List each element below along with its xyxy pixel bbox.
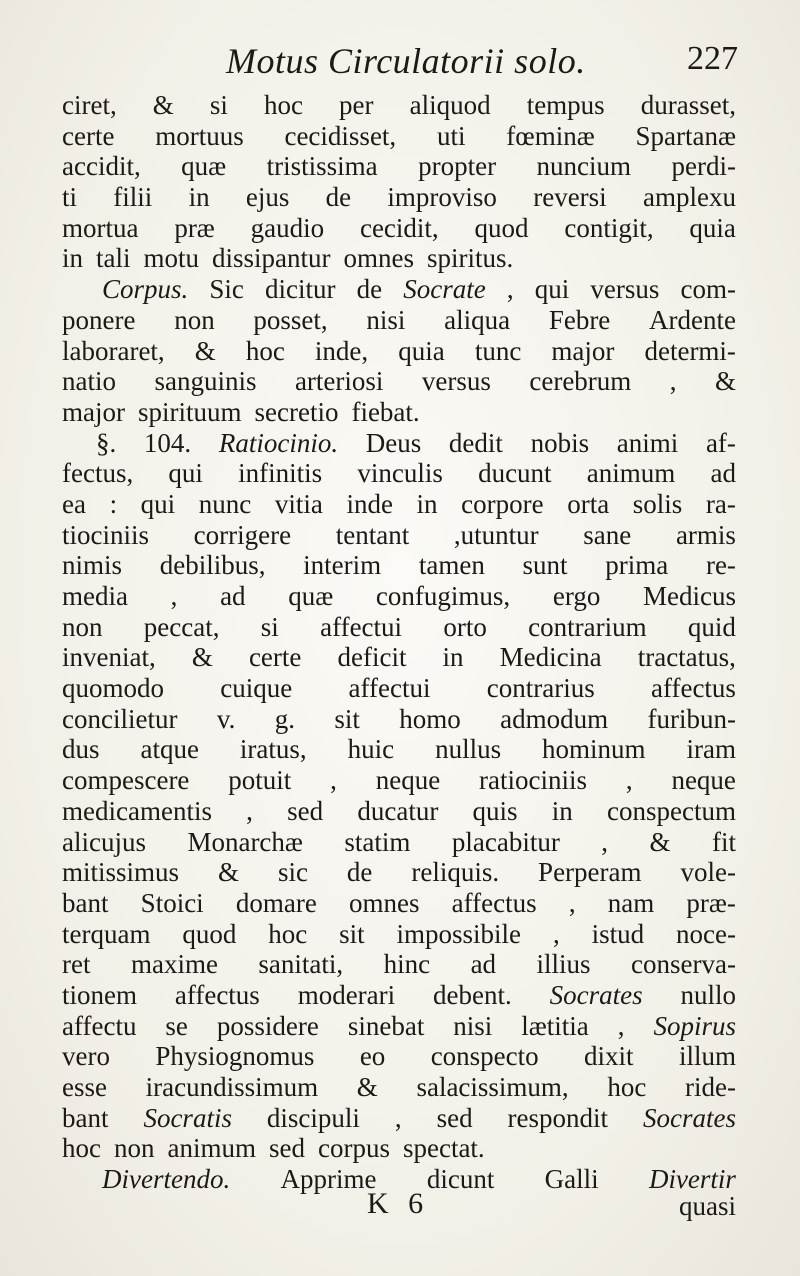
word: animum — [167, 1133, 256, 1164]
word: in — [188, 182, 210, 213]
catchword: quasi — [679, 1191, 736, 1221]
text-line — [62, 1072, 736, 1103]
word: hominum — [542, 734, 646, 765]
word: esse — [62, 1072, 107, 1102]
text-line — [62, 274, 736, 305]
word: nullo — [680, 979, 736, 1010]
word: iram — [686, 734, 736, 765]
word: nunc — [198, 488, 252, 519]
word: hoc — [245, 335, 285, 366]
word: sit — [339, 918, 365, 949]
word: certe — [248, 642, 302, 673]
word: Medicus — [643, 581, 736, 611]
word: sanitati, — [258, 949, 344, 980]
word: com- — [680, 274, 736, 305]
word: & — [356, 1072, 378, 1102]
word: ratiociniis — [479, 765, 588, 796]
word: debent. — [433, 979, 512, 1010]
word: salacissimum, — [416, 1072, 569, 1102]
word: si — [209, 90, 228, 120]
text-line — [62, 581, 736, 612]
word: vinculis — [357, 458, 443, 489]
word: g. — [274, 703, 295, 734]
word: inde — [346, 488, 393, 519]
word: dixit — [584, 1041, 634, 1072]
word: vole- — [680, 857, 736, 888]
word: tionem — [62, 979, 137, 1010]
word: propter — [418, 151, 497, 182]
word: & — [152, 90, 174, 120]
word: Sic — [209, 274, 244, 305]
word: hoc — [268, 918, 308, 949]
text-line — [62, 428, 736, 459]
text-line — [62, 305, 736, 336]
word: in — [62, 243, 84, 274]
word: nobis — [530, 427, 590, 458]
word: cecidisset, — [284, 120, 397, 151]
word: nisi — [453, 1010, 493, 1041]
text-line — [62, 1103, 736, 1134]
word: fœminæ — [506, 120, 595, 151]
word: affectus — [174, 979, 260, 1010]
word: ponere — [62, 304, 136, 335]
word: terquam — [62, 918, 151, 949]
word: fiebat. — [351, 396, 420, 427]
text-line — [62, 336, 736, 367]
word: Divertir — [648, 1164, 736, 1195]
word: tristissima — [266, 151, 378, 182]
word: hoc — [62, 1133, 101, 1164]
word: Monarchæ — [187, 826, 303, 857]
word: homo — [399, 703, 461, 734]
word: : — [109, 488, 118, 519]
word: respondit — [507, 1102, 609, 1133]
text-line — [62, 489, 736, 520]
word: ciret, — [62, 90, 117, 120]
word: 104. — [143, 427, 192, 458]
word: vero — [62, 1041, 110, 1072]
word: affectus — [451, 887, 537, 918]
text-line — [62, 458, 736, 489]
word: præ- — [686, 887, 736, 918]
word: ducunt — [478, 458, 552, 489]
running-title: Motus Circulatorii solo. — [226, 41, 586, 81]
word: re- — [705, 550, 736, 581]
text-line — [62, 520, 736, 551]
page-number: 227 — [687, 40, 738, 77]
word: , — [330, 765, 337, 796]
word: & — [649, 826, 671, 857]
word: ra- — [705, 488, 736, 519]
word: qui — [168, 458, 203, 489]
word: se — [165, 1010, 188, 1041]
word: versus — [590, 274, 660, 305]
word: & — [217, 857, 239, 888]
word: bant — [62, 1102, 109, 1133]
word: non — [62, 611, 103, 642]
text-line — [62, 765, 736, 796]
text-line — [62, 397, 736, 428]
word: vitia — [274, 488, 323, 519]
word: qui — [534, 274, 570, 305]
word: corpus — [317, 1133, 390, 1164]
word: dus — [62, 734, 100, 765]
page-footer — [62, 1187, 736, 1227]
word: neque — [671, 765, 736, 796]
text-line — [62, 550, 736, 581]
word: quod — [182, 918, 237, 949]
word: compescere — [62, 765, 190, 796]
word: sinebat — [347, 1010, 425, 1041]
text-line — [62, 827, 736, 858]
word: , — [246, 795, 253, 826]
word: tamen — [418, 550, 485, 581]
word: laboraret, — [62, 335, 165, 366]
word: Corpus. — [102, 274, 189, 305]
text-line — [62, 796, 736, 827]
word: ejus — [245, 182, 290, 213]
word: confugimus, — [375, 581, 511, 611]
word: dedit — [448, 427, 503, 458]
word: v. — [216, 703, 236, 734]
word: major — [551, 335, 615, 366]
word: quid — [687, 611, 736, 642]
page-header — [66, 40, 738, 88]
word: filii — [113, 182, 153, 213]
word: qui — [140, 488, 176, 519]
text-line — [62, 949, 736, 980]
word: fectus, — [62, 458, 134, 489]
word: ride- — [684, 1072, 736, 1102]
word: tiociniis — [62, 519, 149, 550]
word: determi- — [644, 335, 736, 366]
word: Perperam — [538, 857, 642, 888]
word: contrarius — [486, 673, 595, 704]
word: , — [625, 765, 633, 796]
word: maxime — [130, 949, 218, 980]
word: placabitur — [451, 826, 560, 857]
word: sed — [436, 1102, 473, 1133]
word: & — [194, 335, 216, 366]
word: ad — [710, 458, 736, 489]
word: Socrates — [549, 979, 643, 1010]
word: atque — [140, 734, 199, 765]
word: tempus — [526, 90, 605, 120]
text-line — [62, 1011, 736, 1042]
word: potuit — [228, 765, 292, 796]
word: possidere — [216, 1010, 319, 1041]
word: statim — [344, 826, 411, 857]
word: omnes — [343, 243, 415, 274]
word: natio — [62, 366, 116, 397]
word: aliquod — [409, 90, 491, 120]
word: conspectum — [607, 795, 736, 826]
word: impossibile — [396, 918, 522, 949]
word: hoc — [607, 1072, 647, 1102]
word: tunc — [474, 335, 522, 366]
word: cerebrum — [529, 366, 632, 397]
word: nimis — [62, 550, 123, 581]
word: nuncium — [536, 151, 632, 182]
word: certe — [62, 120, 115, 151]
word: Ratiocinio. — [218, 427, 339, 458]
word: fit — [712, 826, 736, 857]
word: mortua — [62, 212, 139, 243]
word: gaudio — [250, 212, 325, 243]
word: tentant — [335, 519, 410, 550]
word: sunt — [522, 550, 568, 581]
word: quis — [472, 795, 518, 826]
word: inde, — [314, 335, 369, 366]
word: af- — [705, 427, 736, 458]
word: tractatus, — [637, 642, 736, 673]
text-line — [62, 1133, 736, 1164]
word: sed — [268, 1133, 305, 1164]
word: posset, — [253, 304, 328, 335]
word: sane — [583, 519, 632, 550]
word: reliquis. — [411, 857, 500, 888]
word: orto — [443, 611, 487, 642]
word: per — [339, 90, 374, 120]
word: affectus — [650, 673, 736, 704]
word: mortuus — [155, 120, 244, 151]
word: , — [394, 1102, 402, 1133]
word: neque — [375, 765, 441, 796]
text-line — [62, 151, 736, 182]
word: corpore — [461, 488, 544, 519]
word: sic — [277, 857, 308, 888]
word: in — [551, 795, 573, 826]
word: affectu — [62, 1010, 137, 1041]
word: contigit, — [564, 212, 654, 243]
text-line — [62, 182, 736, 213]
word: deficit — [337, 642, 407, 673]
text-line — [62, 704, 736, 735]
word: iratus, — [239, 734, 307, 765]
word: , — [506, 274, 514, 305]
word: mitissimus — [62, 857, 180, 888]
text-line — [62, 888, 736, 919]
word: concilietur — [62, 703, 178, 734]
word: affectui — [320, 611, 403, 642]
text-line — [62, 366, 736, 397]
word: medicamentis — [62, 795, 212, 826]
word: conserva- — [631, 949, 736, 980]
text-line — [62, 919, 736, 950]
word: debilibus, — [159, 550, 266, 581]
word: peccat, — [143, 611, 220, 642]
word: hoc — [263, 90, 303, 120]
text-line — [62, 1041, 736, 1072]
word: animum — [586, 458, 676, 489]
word: lætitia — [521, 1010, 589, 1041]
word: perdi- — [671, 151, 736, 182]
word: contrarium — [528, 611, 647, 642]
word: accidit, — [62, 151, 141, 182]
word: , — [552, 918, 560, 949]
word: & — [191, 642, 213, 673]
word: quæ — [288, 581, 334, 611]
word: spiritus. — [427, 243, 514, 274]
word: Galli — [544, 1164, 599, 1195]
body-text — [62, 90, 736, 1195]
text-line — [62, 642, 736, 673]
word: animi — [616, 427, 679, 458]
word: Socrate — [403, 274, 486, 305]
word: ad — [470, 949, 497, 980]
word: Socrates — [642, 1102, 736, 1133]
text-line — [62, 243, 736, 274]
word: , — [568, 887, 576, 918]
word: spectat. — [402, 1133, 485, 1164]
word: moderari — [297, 979, 396, 1010]
word: nisi — [366, 304, 406, 335]
word: versus — [421, 366, 491, 397]
word: admodum — [500, 703, 609, 734]
word: Physiognomus — [155, 1041, 315, 1072]
word: ti — [62, 182, 78, 213]
word: Deus — [365, 427, 422, 458]
word: Socratis — [143, 1102, 232, 1133]
word: Stoici — [140, 887, 204, 918]
word: omnes — [349, 887, 420, 918]
word: quia — [689, 212, 736, 243]
word: conspecto — [430, 1041, 539, 1072]
word: quæ — [181, 151, 227, 182]
word: Ardente — [649, 304, 736, 335]
text-line — [62, 121, 736, 152]
word: iracundissimum — [145, 1072, 319, 1102]
word: §. — [96, 427, 117, 458]
word: in — [442, 642, 464, 673]
word: ergo — [552, 581, 601, 611]
signature-mark: K 6 — [367, 1187, 430, 1220]
word: infinitis — [238, 458, 323, 489]
word: quod — [474, 212, 529, 243]
word: improviso — [387, 182, 497, 213]
word: armis — [675, 519, 736, 550]
word: uti — [436, 120, 466, 151]
word: prima — [605, 550, 669, 581]
word: interim — [303, 550, 382, 581]
word: dicunt — [426, 1164, 495, 1195]
word: cecidit, — [359, 212, 439, 243]
word: illius — [536, 949, 591, 980]
word: de — [346, 857, 373, 888]
word: noce- — [675, 918, 736, 949]
text-line — [62, 734, 736, 765]
word: durasset, — [640, 90, 736, 120]
word: inveniat, — [62, 642, 156, 673]
text-line — [62, 980, 736, 1011]
word: Febre — [548, 304, 611, 335]
word: quomodo — [62, 673, 165, 704]
word: præ — [174, 212, 215, 243]
word: , — [617, 1010, 625, 1041]
word: orta — [567, 488, 610, 519]
word: Sopirus — [653, 1010, 736, 1041]
word: secretio — [254, 396, 339, 427]
word: ad — [220, 581, 246, 611]
word: major — [62, 396, 125, 427]
word: tali — [96, 243, 131, 274]
word: cuique — [220, 673, 293, 704]
word: istud — [591, 918, 645, 949]
word: quia — [398, 335, 445, 366]
word: de — [356, 274, 383, 305]
word: reversi — [533, 182, 607, 213]
word: dicitur — [265, 274, 336, 305]
word: media — [62, 581, 128, 611]
word: , — [669, 366, 677, 397]
word: furibun- — [647, 703, 736, 734]
word: hinc — [383, 949, 431, 980]
word: sit — [334, 703, 360, 734]
word: non — [174, 304, 215, 335]
word: alicujus — [62, 826, 146, 857]
word: spirituum — [137, 396, 242, 427]
word: corrigere — [193, 519, 292, 550]
text-line — [62, 673, 736, 704]
text-line — [62, 857, 736, 888]
word: nam — [607, 887, 655, 918]
word: , — [170, 581, 178, 611]
word: solis — [632, 488, 683, 519]
word: & — [714, 366, 736, 397]
word: ,utuntur — [453, 519, 539, 550]
word: , — [601, 826, 609, 857]
word: de — [325, 182, 352, 213]
word: aliqua — [444, 304, 511, 335]
word: amplexu — [642, 182, 736, 213]
word: arteriosi — [294, 366, 384, 397]
word: bant — [62, 887, 109, 918]
word: motu — [143, 243, 200, 274]
word: eo — [359, 1041, 386, 1072]
word: ducatur — [357, 795, 439, 826]
word: ea — [62, 488, 86, 519]
word: dissipantur — [212, 243, 331, 274]
word: affectui — [348, 673, 431, 704]
word: sanguinis — [154, 366, 257, 397]
word: nullus — [435, 734, 502, 765]
word: non — [113, 1133, 155, 1164]
text-line — [62, 612, 736, 643]
word: Divertendo. — [102, 1164, 231, 1195]
word: discipuli — [266, 1102, 360, 1133]
word: sed — [287, 795, 324, 826]
word: in — [416, 488, 438, 519]
word: huic — [347, 734, 395, 765]
word: Medicina — [499, 642, 602, 673]
word: domare — [235, 887, 317, 918]
text-line — [62, 90, 736, 121]
word: Spartanæ — [635, 120, 736, 151]
word: illum — [678, 1041, 736, 1072]
word: ret — [62, 949, 91, 980]
word: si — [260, 611, 279, 642]
text-line — [62, 213, 736, 244]
word: Apprime — [280, 1164, 377, 1195]
